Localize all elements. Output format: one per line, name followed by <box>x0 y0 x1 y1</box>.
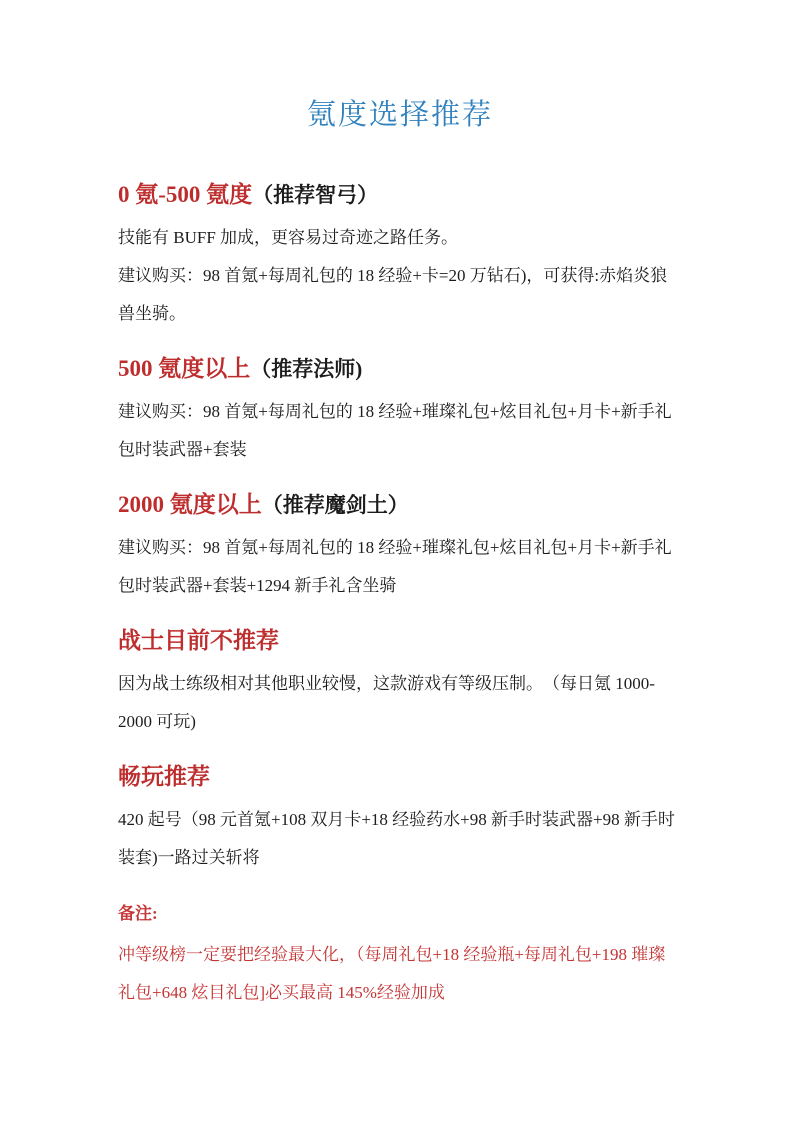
section-paragraph: 建议购买：98 首氪+每周礼包的 18 经验+璀璨礼包+炫目礼包+月卡+新手礼包时装武器+套装 <box>118 402 672 459</box>
section-heading-red: 500 氪度以上 <box>118 356 251 381</box>
section-heading-red: 战士目前不推荐 <box>118 628 279 653</box>
section-paragraph: 技能有 BUFF 加成，更容易过奇迹之路任务。 <box>118 228 459 247</box>
section-heading <box>118 489 682 521</box>
section-tier-500-plus <box>118 353 682 469</box>
note-label: 备注: <box>118 904 158 923</box>
note-text: 冲等级榜一定要把经验最大化，（每周礼包+18 经验瓶+每周礼包+198 璀璨礼包+648 炫目礼包]必买最高 145%经验加成 <box>118 945 666 1002</box>
page-title: 氪度选择推荐 <box>306 99 493 131</box>
section-paragraph: 建议购买：98 首氪+每周礼包的 18 经验+卡=20 万钻石)，可获得:赤焰炎狼兽坐骑。 <box>118 266 668 323</box>
section-paragraph: 建议购买：98 首氪+每周礼包的 18 经验+璀璨礼包+炫目礼包+月卡+新手礼包时装武器+套装+1294 新手礼含坐骑 <box>118 538 672 595</box>
section-heading-black: （推荐魔剑土） <box>261 493 409 517</box>
section-heading <box>118 353 682 385</box>
section-paragraph: 因为战士练级相对其他职业较慢，这款游戏有等级压制。 （每日氪 1000-2000 可玩) <box>118 674 655 731</box>
section-heading-black: （推荐智弓） <box>252 183 379 207</box>
section-tier-2000-plus <box>118 489 682 605</box>
note-block <box>118 899 682 1012</box>
section-heading-black: （推荐法师) <box>250 357 363 381</box>
section-heading <box>118 761 682 793</box>
section-heading-red: 畅玩推荐 <box>118 764 210 789</box>
section-casual-play <box>118 761 682 877</box>
section-heading-red: 2000 氪度以上 <box>118 492 262 517</box>
section-heading <box>118 179 682 211</box>
section-heading-red: 0 氪-500 氪度 <box>118 182 253 207</box>
section-warrior-not-recommended <box>118 625 682 741</box>
section-paragraph: 420 起号（98 元首氪+108 双月卡+18 经验药水+98 新手时装武器+98 新手时装套)一路过关斩将 <box>118 810 675 867</box>
section-heading <box>118 625 682 657</box>
section-tier-0-500 <box>118 179 682 333</box>
